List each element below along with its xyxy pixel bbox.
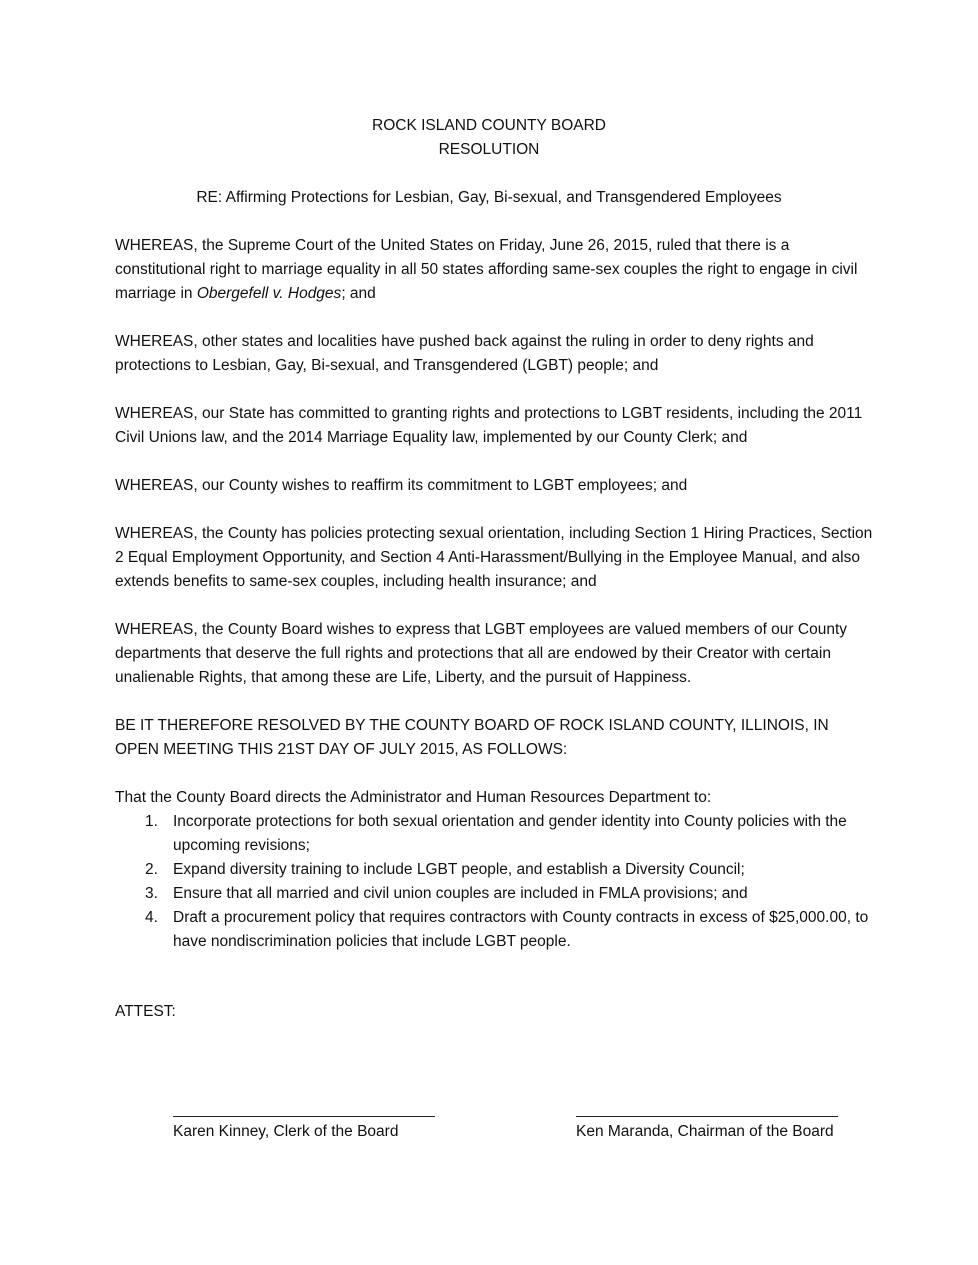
directive-list (115, 810, 875, 954)
whereas-clause-1 (115, 234, 875, 306)
whereas-1-text: WHEREAS, the Supreme Court of the United States on Friday, June 26, 2015, ruled that there is a constitutional right to marriage equality in all 50 states affording same-sex couples the right to engage in civil marriage in (115, 237, 858, 302)
board-name: ROCK ISLAND COUNTY BOARD (372, 117, 606, 134)
clerk-signature-name: Karen Kinney, Clerk of the Board (173, 1123, 399, 1140)
directive-intro: That the County Board directs the Administrator and Human Resources Department to: (115, 789, 712, 806)
list-item-text: Draft a procurement policy that requires contractors with County contracts in excess of $25,000.00, to have nondiscrimination policies that include LGBT people. (173, 909, 869, 950)
whereas-clause-4: WHEREAS, our County wishes to reaffirm its commitment to LGBT employees; and (115, 477, 688, 494)
list-item (115, 882, 875, 906)
case-name: Obergefell v. Hodges (196, 285, 342, 302)
resolved-clause: BE IT THEREFORE RESOLVED BY THE COUNTY BOARD OF ROCK ISLAND COUNTY, ILLINOIS, IN OPEN MEETING THIS 21ST DAY OF JULY 2015, AS FOLLOWS: (115, 717, 829, 758)
list-item-number: 2. (145, 861, 158, 878)
attest-label: ATTEST: (115, 1003, 176, 1020)
whereas-clause-5: WHEREAS, the County has policies protecting sexual orientation, including Section 1 Hiring Practices, Section 2 Equal Employment Opportunity, and Section 4 Anti-Harassment/Bullying in the Employee Manual, and also extends benefits to same-sex couples, including health insurance; and (115, 525, 873, 590)
list-item-number: 4. (145, 909, 158, 926)
whereas-clause-6: WHEREAS, the County Board wishes to express that LGBT employees are valued members of our County departments that deserve the full rights and protections that all are endowed by their Creator with certain unalienable Rights, that among these are Life, Liberty, and the pursuit of Happiness. (115, 621, 847, 686)
list-item (115, 906, 875, 954)
list-item-number: 1. (145, 813, 158, 830)
whereas-clause-3: WHEREAS, our State has committed to granting rights and protections to LGBT residents, including the 2011 Civil Unions law, and the 2014 Marriage Equality law, implemented by our County Clerk; and (115, 405, 863, 446)
list-item-text: Ensure that all married and civil union couples are included in FMLA provisions; and (173, 885, 748, 902)
chair-signature-name: Ken Maranda, Chairman of the Board (576, 1123, 834, 1140)
list-item (115, 858, 875, 882)
chair-signature-line (576, 1116, 838, 1117)
clerk-signature-line (173, 1116, 435, 1117)
whereas-1-end: ; and (341, 285, 376, 302)
list-item (115, 810, 875, 858)
list-item-text: Expand diversity training to include LGBT people, and establish a Diversity Council; (173, 861, 745, 878)
document-type: RESOLUTION (438, 141, 540, 158)
list-item-number: 3. (145, 885, 158, 902)
resolution-subject: RE: Affirming Protections for Lesbian, Gay, Bi-sexual, and Transgendered Employees (196, 189, 782, 206)
list-item-text: Incorporate protections for both sexual orientation and gender identity into County policies with the upcoming revisions; (173, 813, 847, 854)
whereas-clause-2: WHEREAS, other states and localities have pushed back against the ruling in order to deny rights and protections to Lesbian, Gay, Bi-sexual, and Transgendered (LGBT) people; and (115, 333, 814, 374)
